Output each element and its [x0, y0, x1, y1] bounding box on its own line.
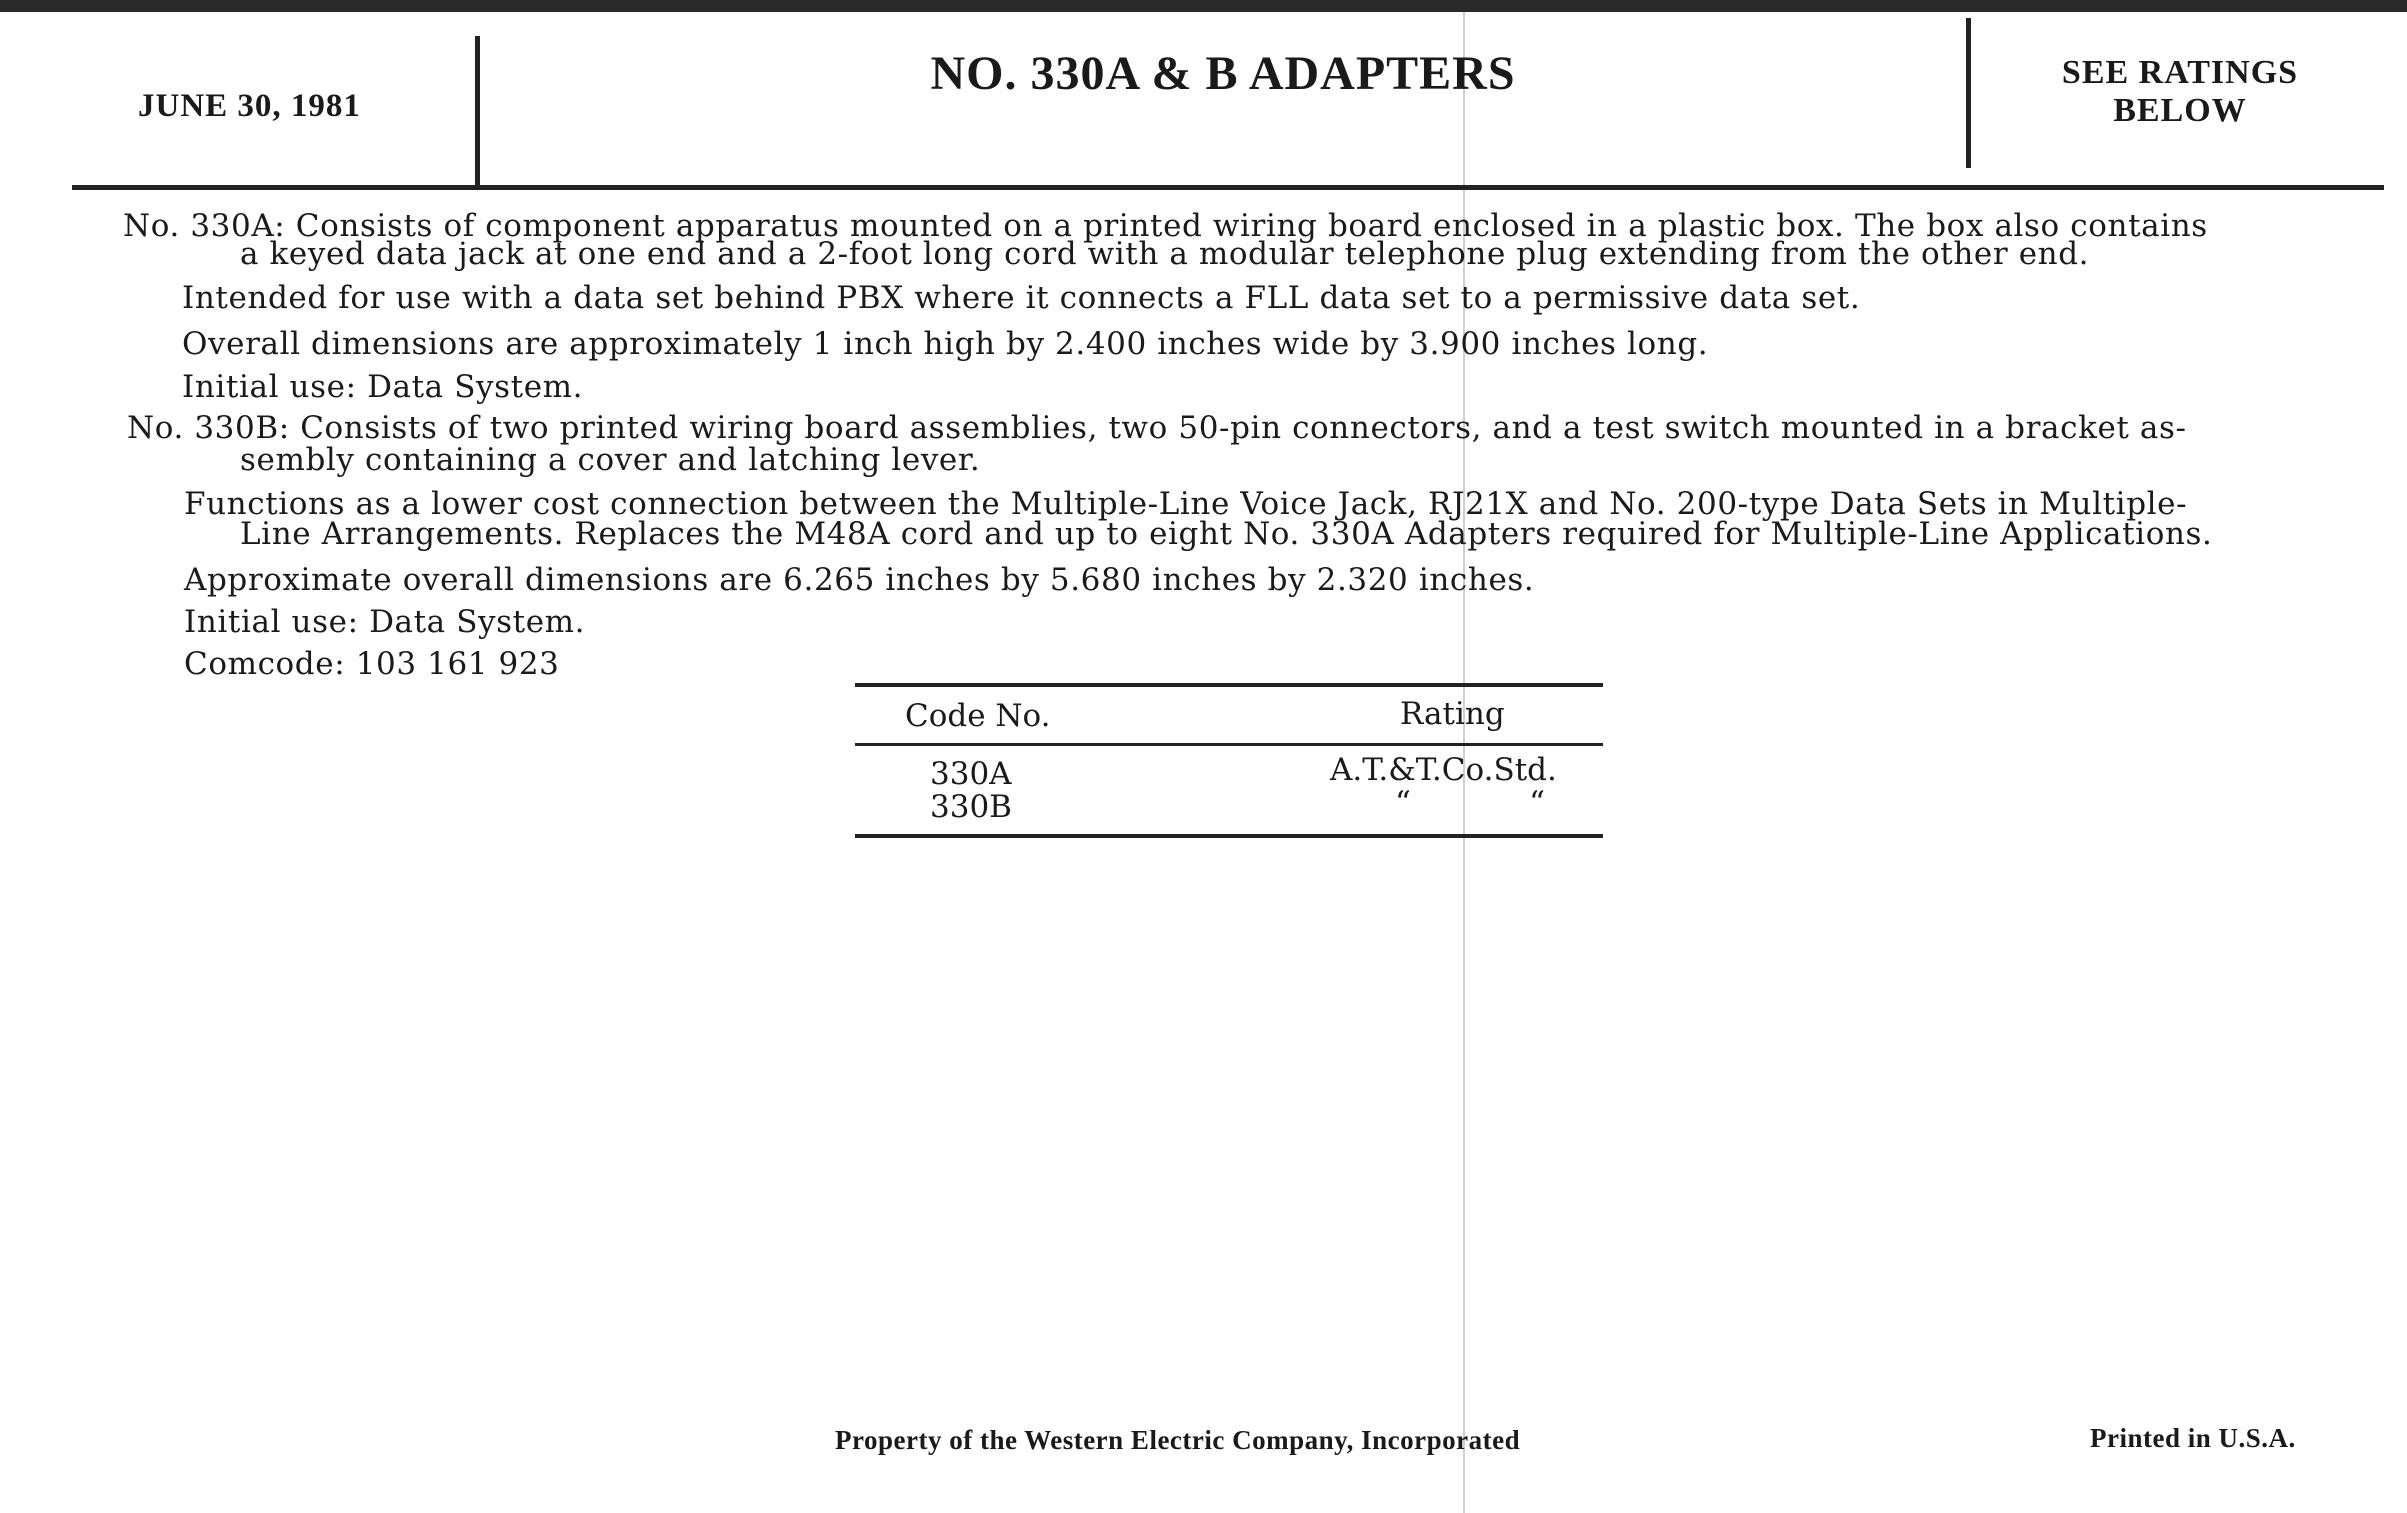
- ratings-note-line1: SEE RATINGS: [2061, 54, 2299, 91]
- top-edge: [0, 0, 2407, 12]
- table-cell-rating: A.T.&T.Co.Std.: [1330, 752, 1557, 788]
- table-rule-bottom: [855, 834, 1603, 838]
- table-header-code: Code No.: [905, 698, 1051, 734]
- a-dimensions: Overall dimensions are approximately 1 inch high by 2.400 inches wide by 3.900 inches long.: [182, 326, 1709, 362]
- a-description-line2: a keyed data jack at one end and a 2-foot long cord with a modular telephone plug extending from the other end.: [240, 236, 2090, 272]
- table-header-rating: Rating: [1400, 696, 1505, 732]
- b-functions-line2: Line Arrangements. Replaces the M48A cord and up to eight No. 330A Adapters required for Multiple-Line Applications.: [240, 516, 2213, 552]
- b-initial-use: Initial use: Data System.: [184, 604, 586, 640]
- ditto-mark: “: [1395, 785, 1411, 821]
- page-title: NO. 330A & B ADAPTERS: [930, 47, 1516, 100]
- footer-printed: Printed in U.S.A.: [2090, 1423, 2296, 1453]
- table-cell-code: 330A: [930, 756, 1012, 792]
- b-functions-line1: Functions as a lower cost connection between the Multiple-Line Voice Jack, RJ21X and No. 200-type Data Sets in Multiple-: [184, 486, 2188, 522]
- a-description-line1: No. 330A: Consists of component apparatus mounted on a printed wiring board enclosed in a plastic box. The box also contains: [123, 208, 2208, 244]
- b-dimensions: Approximate overall dimensions are 6.265 inches by 5.680 inches by 2.320 inches.: [184, 562, 1535, 598]
- b-description-line1: No. 330B: Consists of two printed wiring board assemblies, two 50-pin connectors, and a test switch mounted in a bracket as-: [127, 410, 2187, 446]
- table-cell-rating-ditto: [1395, 785, 1545, 821]
- ratings-note-line2: BELOW: [2113, 92, 2247, 129]
- table-rule-mid: [855, 743, 1603, 746]
- footer-property: Property of the Western Electric Company, Incorporated: [835, 1425, 1521, 1455]
- header-rule: [72, 185, 2384, 190]
- table-cell-code: 330B: [930, 789, 1012, 825]
- table-rule-top: [855, 683, 1603, 687]
- issue-date: JUNE 30, 1981: [138, 88, 361, 124]
- a-intended-use: Intended for use with a data set behind PBX where it connects a FLL data set to a permissive data set.: [182, 280, 1861, 316]
- table-code-column: [930, 758, 1012, 824]
- ditto-mark: “: [1529, 785, 1545, 821]
- a-initial-use: Initial use: Data System.: [182, 369, 584, 405]
- header-divider-right: [1966, 18, 1971, 168]
- b-comcode: Comcode: 103 161 923: [184, 646, 560, 682]
- b-description-line2: sembly containing a cover and latching lever.: [240, 442, 981, 478]
- ratings-note: [1990, 54, 2370, 130]
